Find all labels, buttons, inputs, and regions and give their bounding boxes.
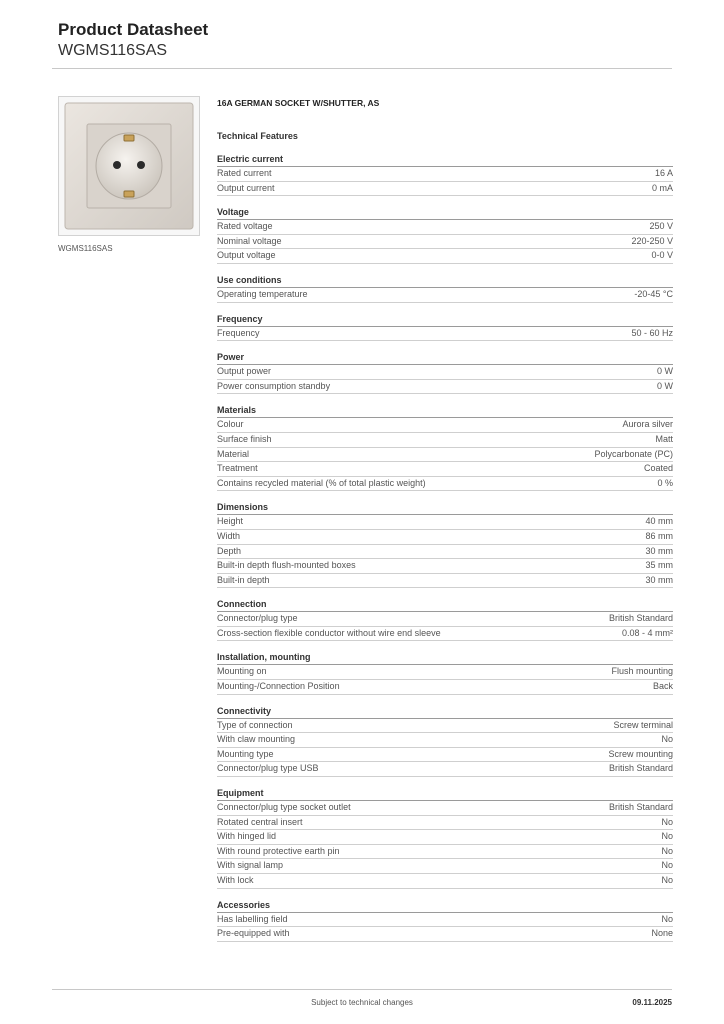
product-code: WGMS116SAS (58, 42, 168, 59)
spec-label: Surface finish (217, 433, 272, 444)
spec-row (217, 235, 673, 250)
section-title: Frequency (217, 313, 673, 327)
spec-value: 40 mm (645, 516, 673, 527)
spec-label: Width (217, 530, 241, 541)
spec-value: No (661, 816, 673, 827)
spec-value: British Standard (608, 763, 673, 774)
spec-label: Operating temperature (217, 288, 308, 299)
spec-value: No (661, 860, 673, 871)
spec-row (217, 874, 673, 889)
spec-section (217, 899, 673, 942)
spec-row (217, 913, 673, 928)
spec-value: None (651, 928, 673, 939)
section-title: Use conditions (217, 274, 673, 288)
spec-value: 86 mm (645, 530, 673, 541)
spec-value: Screw terminal (613, 719, 673, 730)
spec-label: Connector/plug type socket outlet (217, 802, 351, 813)
spec-value: 0-0 V (651, 250, 673, 261)
spec-label: Pre-equipped with (217, 928, 290, 939)
spec-section (217, 153, 673, 196)
spec-value: Screw mounting (608, 748, 673, 759)
spec-row (217, 167, 673, 182)
header-divider (52, 68, 672, 69)
spec-row (217, 719, 673, 734)
footer-note: Subject to technical changes (311, 998, 413, 1007)
spec-label: Mounting-/Connection Position (217, 681, 340, 692)
footer-divider (52, 989, 672, 990)
spec-section (217, 313, 673, 342)
spec-label: Colour (217, 419, 244, 430)
spec-value: Back (652, 681, 673, 692)
spec-row (217, 530, 673, 545)
spec-section (217, 206, 673, 264)
spec-label: Contains recycled material (% of total plastic weight) (217, 477, 426, 488)
spec-row (217, 733, 673, 748)
spec-row (217, 859, 673, 874)
section-title: Electric current (217, 153, 673, 167)
section-title: Connection (217, 598, 673, 612)
spec-row (217, 545, 673, 560)
spec-value: 0 W (656, 380, 673, 391)
spec-row (217, 762, 673, 777)
spec-section (217, 598, 673, 641)
spec-label: Output voltage (217, 250, 276, 261)
spec-value: British Standard (608, 802, 673, 813)
spec-section (217, 787, 673, 889)
spec-label: With lock (217, 875, 254, 885)
spec-section (217, 274, 673, 303)
spec-label: Mounting type (217, 748, 274, 759)
spec-value: 50 - 60 Hz (631, 327, 673, 338)
product-image (58, 96, 200, 236)
section-title: Connectivity (217, 705, 673, 719)
spec-row (217, 801, 673, 816)
spec-content (217, 96, 673, 942)
spec-value: 0 mA (651, 182, 673, 193)
spec-value: 220-250 V (631, 235, 673, 246)
section-title: Voltage (217, 206, 673, 220)
technical-features-heading: Technical Features (217, 131, 298, 141)
section-title: Power (217, 351, 673, 365)
section-title: Equipment (217, 787, 673, 801)
spec-value: 35 mm (645, 560, 673, 571)
spec-value: No (661, 875, 673, 885)
spec-label: Nominal voltage (217, 235, 282, 246)
spec-value: No (661, 913, 673, 924)
spec-label: Connector/plug type USB (217, 763, 319, 774)
spec-row (217, 477, 673, 492)
spec-value: 0.08 - 4 mm² (621, 627, 673, 638)
spec-value: Flush mounting (611, 666, 673, 677)
spec-value: No (661, 831, 673, 842)
spec-label: Power consumption standby (217, 380, 331, 391)
page-header (58, 20, 208, 60)
spec-label: With signal lamp (217, 860, 284, 871)
spec-label: With claw mounting (217, 734, 296, 745)
spec-value: -20-45 °C (634, 288, 673, 299)
spec-label: Rated voltage (217, 221, 273, 232)
spec-row (217, 220, 673, 235)
spec-label: Cross-section flexible conductor without wire end sleeve (217, 627, 441, 638)
spec-label: Connector/plug type (217, 613, 298, 624)
spec-row (217, 627, 673, 642)
section-title: Accessories (217, 899, 673, 913)
section-title: Installation, mounting (217, 651, 673, 665)
spec-value: 16 A (654, 168, 673, 178)
spec-value: Aurora silver (622, 419, 673, 430)
spec-value: Coated (643, 463, 673, 474)
spec-row (217, 182, 673, 197)
spec-value: Matt (655, 433, 673, 444)
spec-label: Frequency (217, 327, 260, 338)
spec-row (217, 830, 673, 845)
spec-row (217, 816, 673, 831)
spec-row (217, 288, 673, 303)
spec-label: Type of connection (217, 719, 293, 730)
spec-section (217, 351, 673, 394)
spec-label: Treatment (217, 463, 258, 474)
spec-value: No (661, 845, 673, 856)
spec-row (217, 515, 673, 530)
spec-row (217, 462, 673, 477)
spec-row (217, 448, 673, 463)
spec-label: Rated current (217, 168, 272, 178)
spec-value: 30 mm (645, 574, 673, 585)
spec-row (217, 612, 673, 627)
spec-row (217, 574, 673, 589)
spec-row (217, 433, 673, 448)
spec-value: 250 V (649, 221, 673, 232)
spec-sections (217, 153, 673, 942)
spec-row (217, 748, 673, 763)
spec-row (217, 418, 673, 433)
spec-label: Built-in depth flush-mounted boxes (217, 560, 356, 571)
spec-section (217, 651, 673, 694)
spec-row (217, 327, 673, 342)
spec-label: With round protective earth pin (217, 845, 340, 856)
spec-section (217, 404, 673, 491)
spec-row (217, 927, 673, 942)
spec-row (217, 365, 673, 380)
spec-value: 30 mm (645, 545, 673, 556)
spec-row (217, 559, 673, 574)
spec-value: 0 % (657, 477, 673, 488)
page-title: Product Datasheet (58, 20, 209, 39)
spec-label: Depth (217, 545, 242, 556)
spec-label: Rotated central insert (217, 816, 303, 827)
product-name: 16A GERMAN SOCKET W/SHUTTER, AS (217, 98, 380, 108)
section-title: Materials (217, 404, 673, 418)
spec-row (217, 845, 673, 860)
footer-date: 09.11.2025 (632, 998, 672, 1007)
spec-section (217, 705, 673, 777)
spec-label: Mounting on (217, 666, 267, 677)
spec-section (217, 501, 673, 588)
spec-row (217, 249, 673, 264)
spec-value: No (661, 734, 673, 745)
spec-label: Built-in depth (217, 574, 270, 585)
spec-label: With hinged lid (217, 831, 277, 842)
spec-value: British Standard (608, 613, 673, 624)
spec-label: Output current (217, 182, 275, 193)
spec-label: Output power (217, 366, 272, 377)
spec-value: Polycarbonate (PC) (594, 448, 673, 459)
section-title: Dimensions (217, 501, 673, 515)
spec-label: Has labelling field (217, 913, 288, 924)
spec-row (217, 665, 673, 680)
socket-photo-icon (59, 97, 199, 235)
spec-label: Material (217, 448, 250, 459)
image-caption: WGMS116SAS (58, 244, 113, 253)
spec-row (217, 380, 673, 395)
spec-label: Height (217, 516, 244, 527)
spec-row (217, 680, 673, 695)
spec-value: 0 W (656, 366, 673, 377)
